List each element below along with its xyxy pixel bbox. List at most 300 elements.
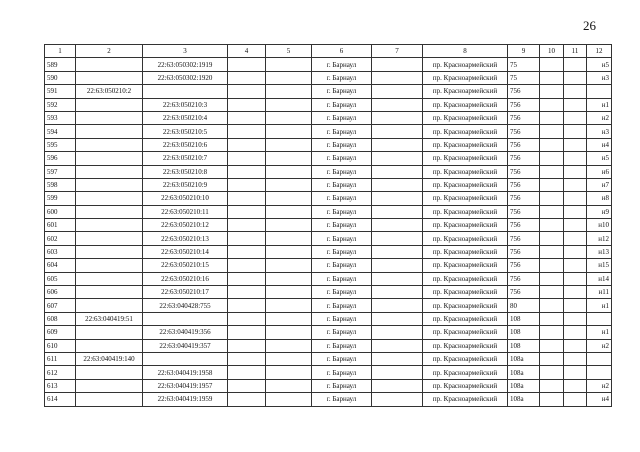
cell-col-4 (228, 232, 266, 245)
cell-col-7 (372, 138, 423, 151)
cell-point-label: н7 (587, 178, 612, 191)
cell-col-7 (372, 232, 423, 245)
cell-street: пр. Красноармейский (423, 245, 508, 258)
cell-cadastral-number: 22:63:040419:1957 (143, 379, 228, 392)
cell-col-7 (372, 165, 423, 178)
cell-city: г. Барнаул (312, 138, 372, 151)
cell-cadastral-number: 22:63:050302:1919 (143, 58, 228, 71)
table-row (45, 125, 612, 138)
cell-parent-parcel (76, 111, 143, 124)
cell-col-4 (228, 326, 266, 339)
cell-row-number: 591 (45, 85, 76, 98)
cell-col-5 (266, 178, 312, 191)
table-body (45, 58, 612, 406)
cell-col-7 (372, 299, 423, 312)
cell-col-10 (540, 152, 564, 165)
cell-row-number: 609 (45, 326, 76, 339)
cell-col-11 (564, 58, 587, 71)
cell-row-number: 607 (45, 299, 76, 312)
cell-row-number: 601 (45, 219, 76, 232)
table-row (45, 245, 612, 258)
cell-col-5 (266, 219, 312, 232)
cell-col-4 (228, 299, 266, 312)
cell-house-number: 108 (508, 312, 540, 325)
cell-col-11 (564, 286, 587, 299)
cell-cadastral-number: 22:63:050210:17 (143, 286, 228, 299)
cell-col-4 (228, 259, 266, 272)
column-header-12: 12 (587, 45, 612, 58)
cell-col-11 (564, 245, 587, 258)
cell-col-5 (266, 205, 312, 218)
table-row (45, 393, 612, 406)
header-row (45, 45, 612, 58)
table-row (45, 379, 612, 392)
cell-parent-parcel (76, 205, 143, 218)
cell-city: г. Барнаул (312, 71, 372, 84)
cell-point-label (587, 352, 612, 365)
cell-col-4 (228, 366, 266, 379)
cell-col-10 (540, 393, 564, 406)
cell-col-10 (540, 286, 564, 299)
cell-point-label: н2 (587, 339, 612, 352)
table-row (45, 219, 612, 232)
column-header-7: 7 (372, 45, 423, 58)
page-number: 26 (583, 18, 596, 33)
cell-col-5 (266, 312, 312, 325)
cell-col-11 (564, 152, 587, 165)
cell-col-10 (540, 312, 564, 325)
cell-col-10 (540, 138, 564, 151)
cell-house-number: 108а (508, 393, 540, 406)
cell-point-label: н11 (587, 286, 612, 299)
cell-parent-parcel (76, 192, 143, 205)
cell-house-number: 756 (508, 125, 540, 138)
cell-col-11 (564, 85, 587, 98)
cell-col-7 (372, 125, 423, 138)
cell-point-label (587, 312, 612, 325)
cell-city: г. Барнаул (312, 326, 372, 339)
cell-col-5 (266, 98, 312, 111)
cell-col-10 (540, 245, 564, 258)
cell-parent-parcel: 22:63:040419:51 (76, 312, 143, 325)
cell-col-4 (228, 272, 266, 285)
cell-house-number: 108а (508, 379, 540, 392)
cell-col-5 (266, 339, 312, 352)
cell-cadastral-number: 22:63:050210:8 (143, 165, 228, 178)
cell-col-4 (228, 352, 266, 365)
column-header-5: 5 (266, 45, 312, 58)
cell-row-number: 600 (45, 205, 76, 218)
cell-row-number: 589 (45, 58, 76, 71)
cell-street: пр. Красноармейский (423, 352, 508, 365)
cell-cadastral-number: 22:63:050210:9 (143, 178, 228, 191)
cell-parent-parcel (76, 286, 143, 299)
cell-col-11 (564, 379, 587, 392)
cell-street: пр. Красноармейский (423, 125, 508, 138)
column-header-11: 11 (564, 45, 587, 58)
cell-row-number: 603 (45, 245, 76, 258)
cell-col-4 (228, 339, 266, 352)
cell-cadastral-number: 22:63:050210:5 (143, 125, 228, 138)
cell-col-11 (564, 326, 587, 339)
cell-street: пр. Красноармейский (423, 205, 508, 218)
cell-col-10 (540, 111, 564, 124)
cell-col-5 (266, 352, 312, 365)
cell-cadastral-number: 22:63:050210:13 (143, 232, 228, 245)
cell-col-10 (540, 299, 564, 312)
cell-col-7 (372, 205, 423, 218)
cell-parent-parcel (76, 232, 143, 245)
cell-parent-parcel: 22:63:050210:2 (76, 85, 143, 98)
cell-col-5 (266, 272, 312, 285)
cell-col-5 (266, 245, 312, 258)
cell-col-10 (540, 232, 564, 245)
column-header-8: 8 (423, 45, 508, 58)
cell-cadastral-number: 22:63:050210:14 (143, 245, 228, 258)
cell-city: г. Барнаул (312, 286, 372, 299)
cell-point-label: н3 (587, 125, 612, 138)
cell-parent-parcel (76, 272, 143, 285)
cell-col-10 (540, 178, 564, 191)
table-row (45, 111, 612, 124)
cell-parent-parcel (76, 245, 143, 258)
cell-col-10 (540, 165, 564, 178)
column-header-6: 6 (312, 45, 372, 58)
cell-point-label: н1 (587, 299, 612, 312)
cell-city: г. Барнаул (312, 352, 372, 365)
cell-col-4 (228, 71, 266, 84)
cell-row-number: 610 (45, 339, 76, 352)
cell-col-11 (564, 299, 587, 312)
cell-row-number: 614 (45, 393, 76, 406)
cell-house-number: 756 (508, 178, 540, 191)
cell-house-number: 75 (508, 58, 540, 71)
cell-col-10 (540, 125, 564, 138)
cell-street: пр. Красноармейский (423, 138, 508, 151)
cell-point-label: н2 (587, 111, 612, 124)
cell-col-10 (540, 205, 564, 218)
cell-street: пр. Красноармейский (423, 312, 508, 325)
cell-point-label (587, 366, 612, 379)
cell-col-5 (266, 85, 312, 98)
cell-city: г. Барнаул (312, 165, 372, 178)
cell-col-4 (228, 85, 266, 98)
cell-col-7 (372, 366, 423, 379)
cell-city: г. Барнаул (312, 272, 372, 285)
cell-cadastral-number: 22:63:040419:356 (143, 326, 228, 339)
cell-col-11 (564, 165, 587, 178)
table-row (45, 259, 612, 272)
cell-col-7 (372, 245, 423, 258)
cell-point-label: н1 (587, 326, 612, 339)
cell-col-11 (564, 312, 587, 325)
cell-city: г. Барнаул (312, 245, 372, 258)
cell-street: пр. Красноармейский (423, 152, 508, 165)
cell-house-number: 756 (508, 98, 540, 111)
cell-point-label: н5 (587, 58, 612, 71)
cell-house-number: 756 (508, 219, 540, 232)
cell-row-number: 593 (45, 111, 76, 124)
cell-point-label: н12 (587, 232, 612, 245)
cell-cadastral-number: 22:63:050210:4 (143, 111, 228, 124)
cell-row-number: 611 (45, 352, 76, 365)
cell-street: пр. Красноармейский (423, 366, 508, 379)
cell-col-11 (564, 205, 587, 218)
cell-row-number: 592 (45, 98, 76, 111)
cell-col-7 (372, 393, 423, 406)
cell-col-11 (564, 259, 587, 272)
cell-cadastral-number (143, 312, 228, 325)
column-header-3: 3 (143, 45, 228, 58)
cell-point-label: н9 (587, 205, 612, 218)
cell-col-7 (372, 219, 423, 232)
cell-street: пр. Красноармейский (423, 326, 508, 339)
cell-cadastral-number: 22:63:050210:16 (143, 272, 228, 285)
cell-col-4 (228, 379, 266, 392)
cell-col-7 (372, 111, 423, 124)
cell-col-5 (266, 232, 312, 245)
cell-col-4 (228, 286, 266, 299)
cell-col-7 (372, 58, 423, 71)
cell-col-11 (564, 71, 587, 84)
cell-street: пр. Красноармейский (423, 98, 508, 111)
cell-row-number: 598 (45, 178, 76, 191)
cell-street: пр. Красноармейский (423, 58, 508, 71)
cell-city: г. Барнаул (312, 339, 372, 352)
cell-parent-parcel (76, 393, 143, 406)
table-row (45, 352, 612, 365)
cell-house-number: 108 (508, 339, 540, 352)
cell-cadastral-number: 22:63:040419:1958 (143, 366, 228, 379)
cell-parent-parcel (76, 165, 143, 178)
cell-house-number: 756 (508, 165, 540, 178)
cell-street: пр. Красноармейский (423, 259, 508, 272)
cell-row-number: 597 (45, 165, 76, 178)
cell-point-label: н14 (587, 272, 612, 285)
cell-street: пр. Красноармейский (423, 299, 508, 312)
cell-col-4 (228, 138, 266, 151)
cell-col-5 (266, 111, 312, 124)
table-row (45, 138, 612, 151)
cell-col-11 (564, 272, 587, 285)
cell-col-4 (228, 111, 266, 124)
cell-point-label: н15 (587, 259, 612, 272)
cell-city: г. Барнаул (312, 111, 372, 124)
cell-row-number: 612 (45, 366, 76, 379)
table-row (45, 232, 612, 245)
cell-cadastral-number: 22:63:040419:357 (143, 339, 228, 352)
cell-col-7 (372, 259, 423, 272)
cell-cadastral-number (143, 352, 228, 365)
cell-point-label: н13 (587, 245, 612, 258)
cell-cadastral-number: 22:63:050210:12 (143, 219, 228, 232)
cell-street: пр. Красноармейский (423, 219, 508, 232)
cell-col-5 (266, 286, 312, 299)
cell-street: пр. Красноармейский (423, 393, 508, 406)
cell-col-7 (372, 85, 423, 98)
cell-street: пр. Красноармейский (423, 178, 508, 191)
cell-cadastral-number (143, 85, 228, 98)
cell-cadastral-number: 22:63:050210:7 (143, 152, 228, 165)
cell-col-11 (564, 98, 587, 111)
cell-col-11 (564, 138, 587, 151)
cell-cadastral-number: 22:63:050302:1920 (143, 71, 228, 84)
cell-col-4 (228, 312, 266, 325)
cell-point-label: н2 (587, 379, 612, 392)
cell-col-5 (266, 152, 312, 165)
cell-col-5 (266, 71, 312, 84)
column-header-4: 4 (228, 45, 266, 58)
cell-city: г. Барнаул (312, 58, 372, 71)
cell-col-11 (564, 366, 587, 379)
cell-city: г. Барнаул (312, 393, 372, 406)
cell-street: пр. Красноармейский (423, 232, 508, 245)
cell-col-11 (564, 219, 587, 232)
cell-parent-parcel: 22:63:040419:140 (76, 352, 143, 365)
cell-row-number: 602 (45, 232, 76, 245)
cell-city: г. Барнаул (312, 366, 372, 379)
cell-point-label: н3 (587, 71, 612, 84)
cell-col-5 (266, 299, 312, 312)
table-row (45, 192, 612, 205)
cell-parent-parcel (76, 259, 143, 272)
cell-cadastral-number: 22:63:040419:1959 (143, 393, 228, 406)
cell-house-number: 756 (508, 286, 540, 299)
cell-col-10 (540, 259, 564, 272)
cell-col-5 (266, 165, 312, 178)
cell-col-10 (540, 326, 564, 339)
cell-col-10 (540, 219, 564, 232)
cell-street: пр. Красноармейский (423, 111, 508, 124)
cell-street: пр. Красноармейский (423, 272, 508, 285)
cell-house-number: 75 (508, 71, 540, 84)
cell-cadastral-number: 22:63:050210:10 (143, 192, 228, 205)
cell-city: г. Барнаул (312, 312, 372, 325)
column-header-2: 2 (76, 45, 143, 58)
cell-city: г. Барнаул (312, 299, 372, 312)
cell-city: г. Барнаул (312, 152, 372, 165)
column-header-9: 9 (508, 45, 540, 58)
cell-house-number: 756 (508, 205, 540, 218)
cell-parent-parcel (76, 71, 143, 84)
cell-parent-parcel (76, 219, 143, 232)
cell-point-label: н6 (587, 165, 612, 178)
cell-col-5 (266, 326, 312, 339)
cell-house-number: 756 (508, 272, 540, 285)
cell-col-4 (228, 98, 266, 111)
cell-col-5 (266, 192, 312, 205)
cell-parent-parcel (76, 379, 143, 392)
cell-city: г. Барнаул (312, 85, 372, 98)
cell-col-5 (266, 259, 312, 272)
cell-city: г. Барнаул (312, 232, 372, 245)
cell-cadastral-number: 22:63:040428:755 (143, 299, 228, 312)
cell-parent-parcel (76, 299, 143, 312)
cell-row-number: 605 (45, 272, 76, 285)
table-row (45, 98, 612, 111)
cell-col-4 (228, 125, 266, 138)
cell-house-number: 80 (508, 299, 540, 312)
cell-col-7 (372, 286, 423, 299)
cell-street: пр. Красноармейский (423, 71, 508, 84)
cell-col-5 (266, 58, 312, 71)
cell-point-label: н5 (587, 152, 612, 165)
cell-cadastral-number: 22:63:050210:3 (143, 98, 228, 111)
cell-col-7 (372, 339, 423, 352)
cell-cadastral-number: 22:63:050210:15 (143, 259, 228, 272)
cell-point-label (587, 85, 612, 98)
cell-parent-parcel (76, 138, 143, 151)
cell-col-4 (228, 219, 266, 232)
cell-row-number: 590 (45, 71, 76, 84)
cell-row-number: 606 (45, 286, 76, 299)
cell-house-number: 756 (508, 192, 540, 205)
cell-point-label: н4 (587, 138, 612, 151)
cell-col-4 (228, 178, 266, 191)
cell-col-7 (372, 98, 423, 111)
table-row (45, 71, 612, 84)
table-row (45, 58, 612, 71)
cell-col-5 (266, 393, 312, 406)
cell-col-10 (540, 98, 564, 111)
cell-house-number: 108а (508, 366, 540, 379)
cell-cadastral-number: 22:63:050210:6 (143, 138, 228, 151)
cell-parent-parcel (76, 366, 143, 379)
cell-col-7 (372, 272, 423, 285)
cell-col-4 (228, 165, 266, 178)
cell-house-number: 108а (508, 352, 540, 365)
cell-col-5 (266, 366, 312, 379)
cell-col-10 (540, 85, 564, 98)
cell-street: пр. Красноармейский (423, 85, 508, 98)
cell-street: пр. Красноармейский (423, 165, 508, 178)
cell-house-number: 756 (508, 138, 540, 151)
cell-col-11 (564, 339, 587, 352)
table-row (45, 152, 612, 165)
table-row (45, 165, 612, 178)
column-header-1: 1 (45, 45, 76, 58)
cell-street: пр. Красноармейский (423, 379, 508, 392)
cell-city: г. Барнаул (312, 379, 372, 392)
cell-col-7 (372, 178, 423, 191)
cell-col-4 (228, 192, 266, 205)
cell-col-11 (564, 111, 587, 124)
cell-house-number: 756 (508, 152, 540, 165)
cell-street: пр. Красноармейский (423, 286, 508, 299)
cell-row-number: 596 (45, 152, 76, 165)
cell-city: г. Барнаул (312, 192, 372, 205)
cell-city: г. Барнаул (312, 205, 372, 218)
cell-col-5 (266, 138, 312, 151)
table-row (45, 286, 612, 299)
cell-city: г. Барнаул (312, 178, 372, 191)
cell-col-10 (540, 366, 564, 379)
cell-col-11 (564, 178, 587, 191)
cell-col-4 (228, 245, 266, 258)
cell-street: пр. Красноармейский (423, 192, 508, 205)
cell-col-10 (540, 272, 564, 285)
cell-point-label: н8 (587, 192, 612, 205)
cell-col-4 (228, 393, 266, 406)
cell-street: пр. Красноармейский (423, 339, 508, 352)
cell-parent-parcel (76, 339, 143, 352)
cell-row-number: 594 (45, 125, 76, 138)
table-row (45, 339, 612, 352)
table-row (45, 205, 612, 218)
cell-col-10 (540, 58, 564, 71)
cell-col-11 (564, 393, 587, 406)
cell-parent-parcel (76, 326, 143, 339)
